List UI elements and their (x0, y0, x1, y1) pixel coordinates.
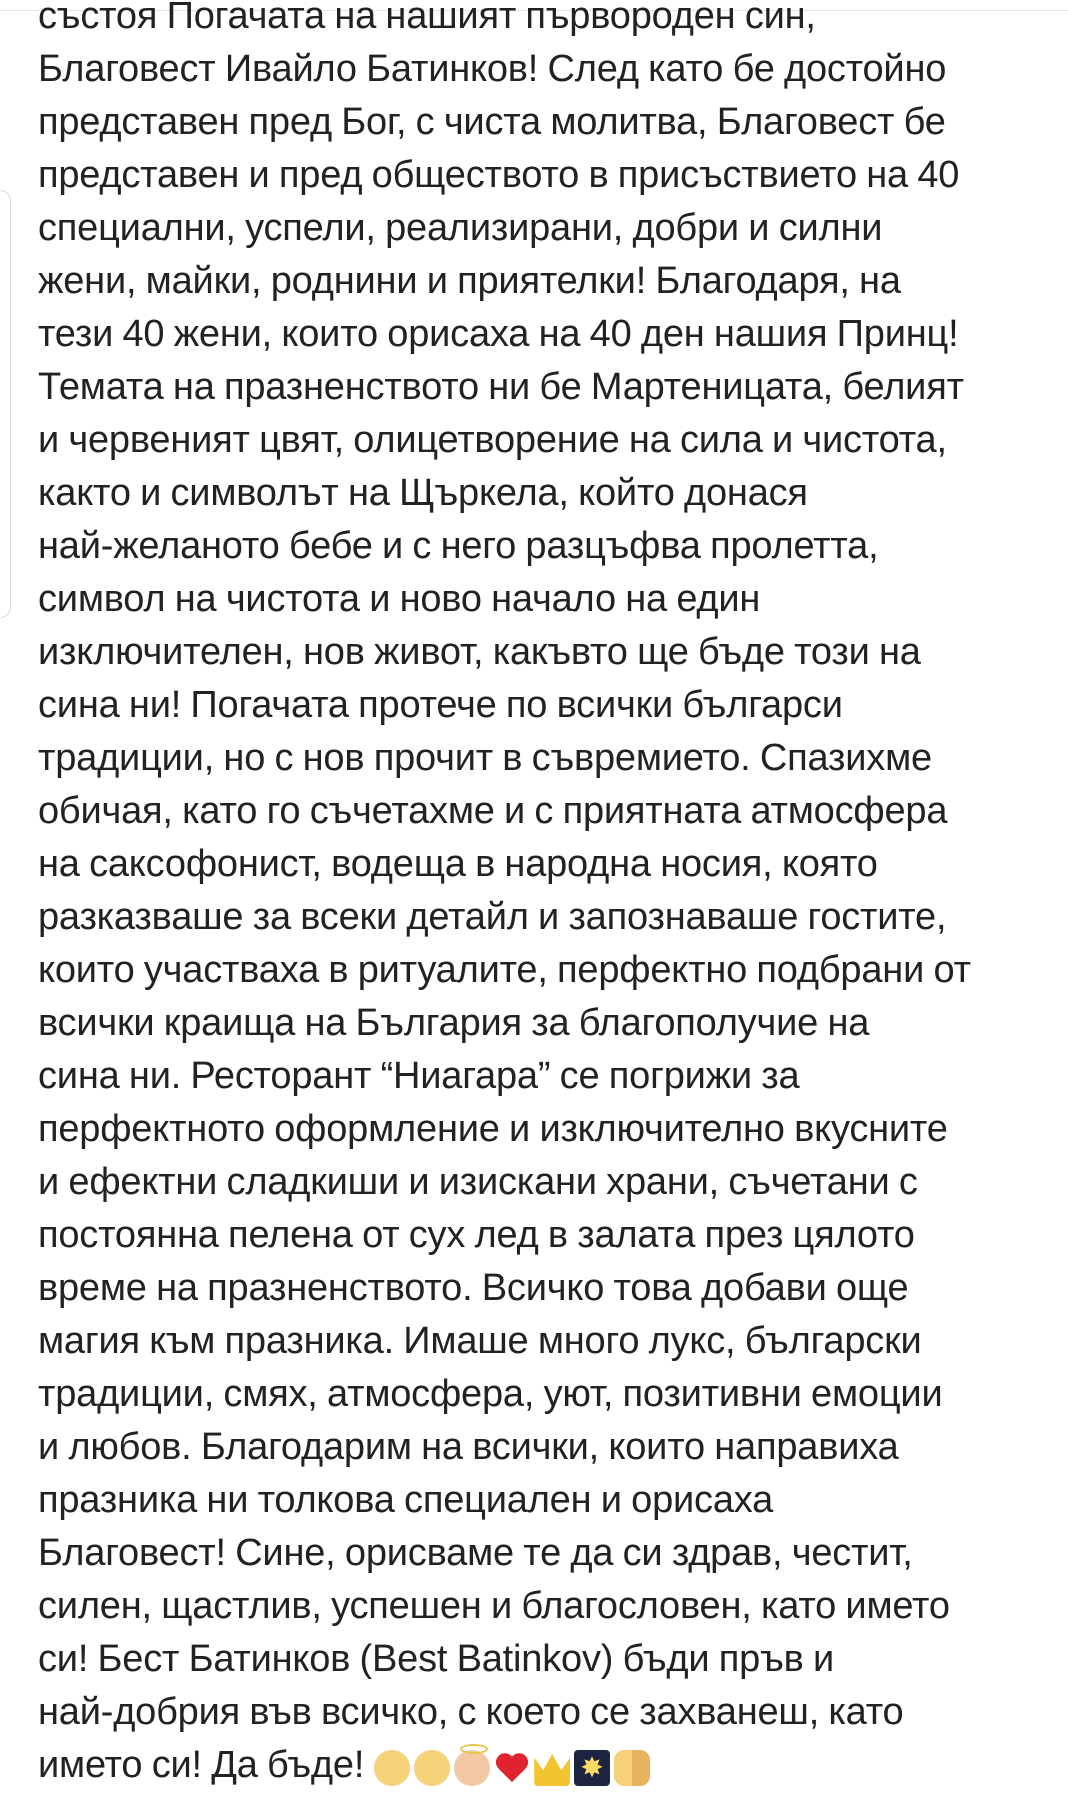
post-line: състоя Погачата на нашият първороден син, (38, 0, 816, 37)
post-line: най-желаното бебе и с него разцъфва пролетта, (38, 525, 879, 567)
post-line: постоянна пелена от сух лед в залата през цялото (38, 1214, 915, 1256)
post-line: и ефектни сладкиши и изискани храни, съчетани с (38, 1161, 918, 1203)
post-line: традиции, но с нов прочит в съвремието. Спазихме (38, 737, 932, 779)
post-line: на саксофонист, водеща в народна носия, която (38, 843, 878, 885)
post-line: празника ни толкова специален и орисаха (38, 1479, 774, 1521)
crown-icon (534, 1750, 570, 1786)
post-line: както и символът на Щъркела, който донася (38, 472, 808, 514)
post-line: специални, успели, реализирани, добри и силни (38, 207, 883, 249)
post-line-text: името си! Да бъде! (38, 1744, 365, 1786)
fireworks-icon (574, 1750, 610, 1786)
post-line: разказваше за всеки детайл и запознаваше гостите, (38, 896, 947, 938)
post-line: Благовест Ивайло Батинков! След като бе достойно (38, 48, 947, 90)
post-line: изключителен, нов живот, какъвто ще бъде този на (38, 631, 921, 673)
family-icon (614, 1750, 650, 1786)
post-line: тези 40 жени, които орисаха на 40 ден нашия Принц! (38, 313, 959, 355)
post-line: представен и пред обществото в присъствието на 40 (38, 154, 960, 196)
post-line: Благовест! Сине, орисваме те да си здрав, честит, (38, 1532, 913, 1574)
red-heart-icon (494, 1750, 530, 1786)
post-line: най-добрия във всичко, с което се захванеш, като (38, 1691, 904, 1733)
emoji-row (374, 1740, 654, 1793)
post-line: и любов. Благодарим на всички, които направиха (38, 1426, 899, 1468)
post-text (38, 0, 1058, 1802)
post-line: си! Бест Батинков (Best Batinkov) бъди пръв и (38, 1638, 835, 1680)
baby-angel-icon (454, 1750, 490, 1786)
post-last-line (38, 1739, 1058, 1792)
post-line: обичая, като го съчетахме и с приятната атмосфера (38, 790, 948, 832)
post-line: символ на чистота и ново начало на един (38, 578, 761, 620)
post-line: всички краища на България за благополучие на (38, 1002, 870, 1044)
post-line: традиции, смях, атмосфера, уют, позитивни емоции (38, 1373, 943, 1415)
post-line: представен пред Бог, с чиста молитва, Благовест бе (38, 101, 946, 143)
post-line: и червеният цвят, олицетворение на сила и чистота, (38, 419, 947, 461)
post-line: време на празненството. Всичко това добави още (38, 1267, 909, 1309)
post-line: сина ни! Погачата протече по всички българси (38, 684, 843, 726)
woman-icon (374, 1750, 410, 1786)
man-icon (414, 1750, 450, 1786)
post-line: жени, майки, роднини и приятелки! Благодаря, на (38, 260, 901, 302)
post-line: магия към празника. Имаше много лукс, български (38, 1320, 922, 1362)
post-line: които участваха в ритуалите, перфектно подбрани от (38, 949, 971, 991)
post-line: сина ни. Ресторант “Ниагара” се погрижи за (38, 1055, 800, 1097)
scroll-edge-indicator (0, 190, 11, 618)
post-line: силен, щастлив, успешен и благословен, като името (38, 1585, 950, 1627)
post-line: Темата на празненството ни бе Мартеницата, белият (38, 366, 964, 408)
post-line: перфектното оформление и изключително вкусните (38, 1108, 948, 1150)
